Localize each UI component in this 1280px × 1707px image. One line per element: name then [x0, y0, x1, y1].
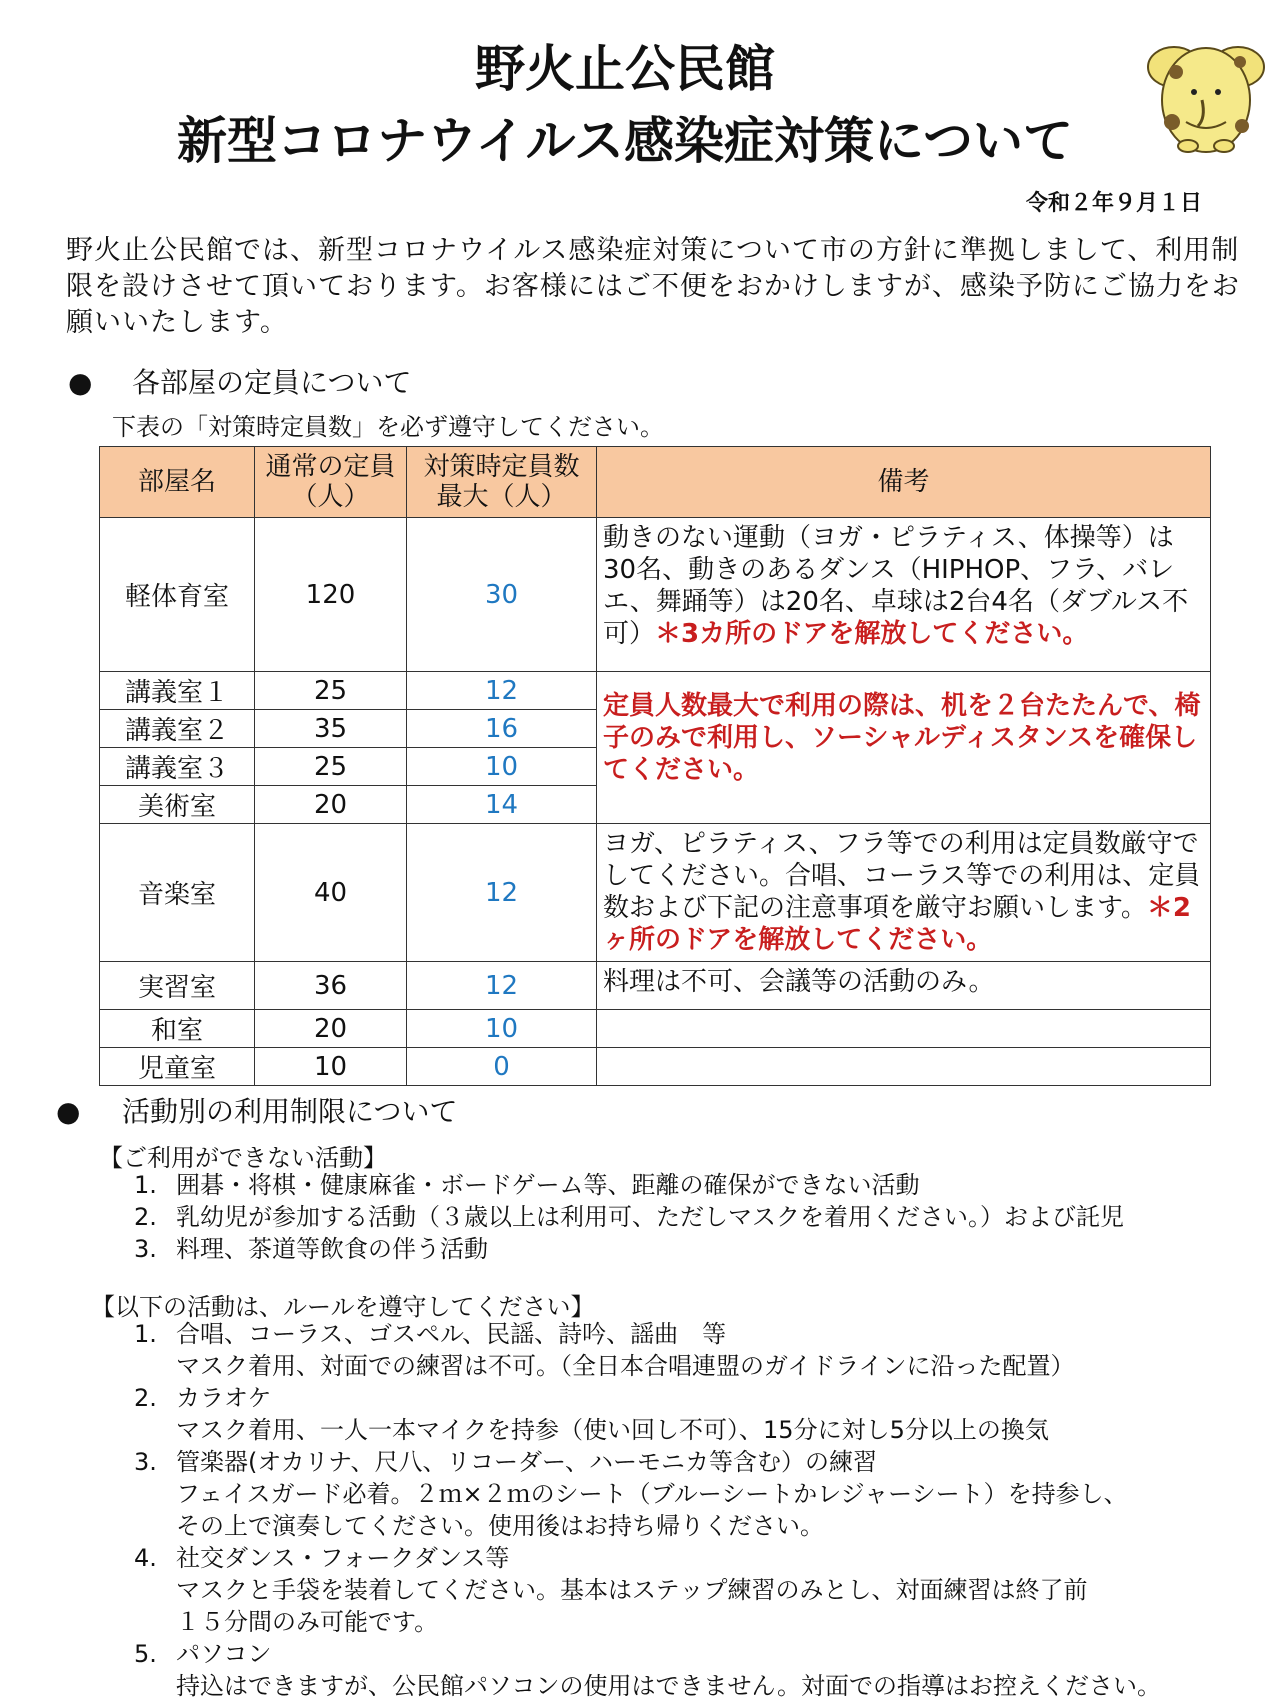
table-row — [100, 672, 1211, 710]
normal-capacity: 20 — [255, 786, 407, 824]
note-text: 動きのない運動（ヨガ・ピラティス、体操等）は30名、動きのあるダンス（HIPHOP、フラ、バレエ、舞踊等）は20名、卓球は2台4名（ダブルス不可） — [603, 523, 1189, 649]
item-detail: １５分間のみ可能です。 — [176, 1608, 439, 1636]
normal-capacity: 10 — [255, 1048, 407, 1086]
section-activity-heading — [56, 1090, 457, 1130]
section-heading-text: 各部屋の定員について — [132, 366, 412, 399]
room-capacity-table — [99, 446, 1211, 1086]
section-heading-text: 活動別の利用制限について — [122, 1095, 458, 1128]
normal-capacity: 120 — [255, 518, 407, 672]
item-number: 3. — [134, 1235, 157, 1263]
list-item — [134, 1233, 1124, 1265]
max-capacity: 14 — [407, 786, 597, 824]
item-number: 1. — [134, 1171, 157, 1199]
table-row — [100, 1010, 1211, 1048]
table-row — [100, 518, 1211, 672]
item-number: 4. — [134, 1544, 157, 1572]
normal-capacity: 40 — [255, 824, 407, 962]
normal-capacity: 25 — [255, 672, 407, 710]
header-max-capacity — [407, 447, 597, 518]
item-number: 5. — [134, 1640, 157, 1668]
issue-date: 令和２年９月１日 — [1025, 191, 1202, 216]
bullet-icon: ● — [68, 366, 93, 399]
max-capacity: 0 — [407, 1048, 597, 1086]
banned-activities-heading: 【ご利用ができない活動】 — [99, 1144, 387, 1172]
header-normal-line1: 通常の定員 — [265, 452, 396, 482]
normal-capacity: 36 — [255, 962, 407, 1010]
section-capacity-note: 下表の「対策時定員数」を必ず遵守してください。 — [112, 413, 664, 441]
table-header-row — [100, 447, 1211, 518]
room-note — [597, 518, 1211, 672]
max-capacity: 10 — [407, 1010, 597, 1048]
room-name: 実習室 — [100, 962, 255, 1010]
normal-capacity: 35 — [255, 710, 407, 748]
item-number: 2. — [134, 1384, 157, 1412]
item-detail: その上で演奏してください。使用後はお持ち帰りください。 — [176, 1512, 824, 1540]
header-max-line2: 最大（人） — [436, 482, 567, 512]
max-capacity: 12 — [407, 824, 597, 962]
header-normal-line2: （人） — [291, 482, 370, 512]
list-item — [134, 1318, 1161, 1350]
list-item — [134, 1382, 1161, 1414]
table-row — [100, 962, 1211, 1010]
room-note-empty — [597, 1010, 1211, 1048]
header-max-line1: 対策時定員数 — [423, 452, 580, 482]
room-name: 児童室 — [100, 1048, 255, 1086]
header-room: 部屋名 — [100, 447, 255, 518]
item-detail: マスクと手袋を装着してください。基本はステップ練習のみとし、対面練習は終了前 — [176, 1576, 1088, 1604]
room-name: 講義室２ — [100, 710, 255, 748]
list-item — [134, 1201, 1124, 1233]
room-note-empty — [597, 1048, 1211, 1086]
room-name: 講義室１ — [100, 672, 255, 710]
room-name: 講義室３ — [100, 748, 255, 786]
table-row — [100, 1048, 1211, 1086]
room-name: 美術室 — [100, 786, 255, 824]
note-text: ヨガ、ピラティス、フラ等での利用は定員数厳守でしてください。合唱、コーラス等での利用は、定員数および下記の注意事項を厳守お願いします。 — [603, 829, 1201, 923]
item-detail: フェイスガード必着。２ｍ×２ｍのシート（ブルーシートかレジャーシート）を持参し、 — [176, 1480, 1128, 1508]
normal-capacity: 20 — [255, 1010, 407, 1048]
table-row — [100, 824, 1211, 962]
list-item — [134, 1638, 1161, 1670]
intro-paragraph: 野火止公民館では、新型コロナウイルス感染症対策について市の方針に準拠しまして、利用制限を設けさせて頂いております。お客様にはご不便をおかけしますが、感染予防にご協力をお願いいたします。 — [66, 235, 1240, 338]
page-title-line1: 野火止公民館 — [475, 40, 775, 98]
header-normal-capacity — [255, 447, 407, 518]
page-title-line2: 新型コロナウイルス感染症対策について — [177, 112, 1073, 170]
section-capacity-heading — [68, 361, 411, 401]
item-text: 料理、茶道等飲食の伴う活動 — [176, 1235, 488, 1263]
room-note: 料理は不可、会議等の活動のみ。 — [597, 962, 1211, 1010]
room-name: 音楽室 — [100, 824, 255, 962]
bullet-icon: ● — [56, 1095, 81, 1128]
item-text: 囲碁・将棋・健康麻雀・ボードゲーム等、距離の確保ができない活動 — [176, 1171, 920, 1199]
banned-activities-list — [134, 1169, 1124, 1265]
mascot-illustration — [1136, 22, 1276, 162]
room-name: 軽体育室 — [100, 518, 255, 672]
item-number: 3. — [134, 1448, 157, 1476]
note-warning: ＊2ヶ所のドアを解放してください。 — [603, 893, 1192, 955]
max-capacity: 10 — [407, 748, 597, 786]
item-detail: 持込はできますが、公民館パソコンの使用はできません。対面での指導はお控えください。 — [176, 1672, 1161, 1700]
rules-activities-list — [134, 1318, 1161, 1702]
max-capacity: 16 — [407, 710, 597, 748]
room-name: 和室 — [100, 1010, 255, 1048]
list-item — [134, 1446, 1161, 1478]
max-capacity: 12 — [407, 672, 597, 710]
item-detail: マスク着用、対面での練習は不可。（全日本合唱連盟のガイドラインに沿った配置） — [176, 1352, 1075, 1380]
item-title: 管楽器(オカリナ、尺八、リコーダー、ハーモニカ等含む）の練習 — [176, 1448, 878, 1476]
item-title: 合唱、コーラス、ゴスペル、民謡、詩吟、謡曲 等 — [176, 1320, 727, 1348]
item-title: パソコン — [176, 1640, 272, 1668]
item-title: 社交ダンス・フォークダンス等 — [176, 1544, 510, 1572]
item-text: 乳幼児が参加する活動（３歳以上は利用可、ただしマスクを着用ください。）および託児 — [176, 1203, 1124, 1231]
item-number: 2. — [134, 1203, 157, 1231]
normal-capacity: 25 — [255, 748, 407, 786]
item-number: 1. — [134, 1320, 157, 1348]
room-note — [597, 824, 1211, 962]
room-note — [597, 672, 1211, 824]
max-capacity: 12 — [407, 962, 597, 1010]
item-title: カラオケ — [176, 1384, 272, 1412]
note-warning: ＊3カ所のドアを解放してください。 — [655, 619, 1089, 649]
list-item — [134, 1542, 1161, 1574]
list-item — [134, 1169, 1124, 1201]
max-capacity: 30 — [407, 518, 597, 672]
item-detail: マスク着用、一人一本マイクを持参（使い回し不可）、15分に対し5分以上の換気 — [176, 1416, 1049, 1444]
rules-activities-heading: 【以下の活動は、ルールを遵守してください】 — [91, 1293, 595, 1321]
header-notes: 備考 — [597, 447, 1211, 518]
note-warning: 定員人数最大で利用の際は、机を２台たたんで、椅子のみで利用し、ソーシャルディスタンスを確保してください。 — [603, 691, 1201, 785]
